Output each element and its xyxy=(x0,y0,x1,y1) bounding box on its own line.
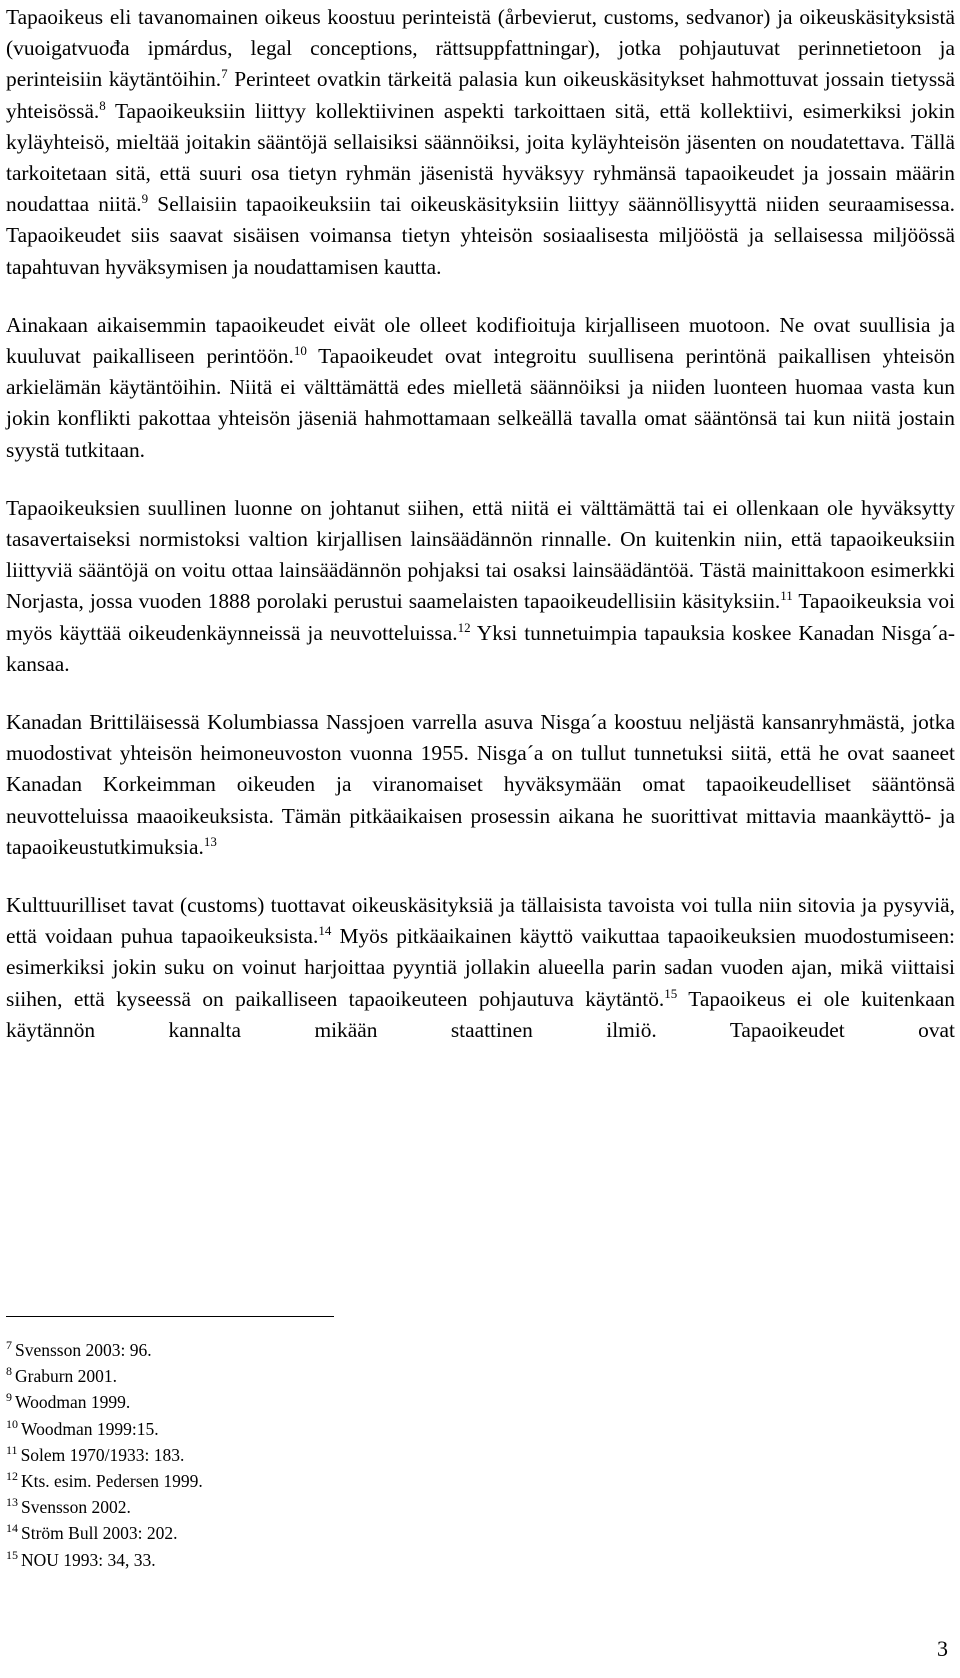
paragraph-text: Yksi tunnetuimpia tapauksia koskee Kanadan Nisga´a-kansaa. xyxy=(6,620,955,676)
footnote-ref[interactable]: 10 xyxy=(293,343,307,359)
footnote xyxy=(6,1468,203,1494)
footnote-text: Svensson 2002. xyxy=(21,1497,131,1518)
footnote-ref[interactable]: 13 xyxy=(203,833,217,849)
footnotes xyxy=(6,1337,203,1573)
footnote-number: 10 xyxy=(6,1416,18,1431)
paragraph-text: Perinteet ovatkin tärkeitä palasia kun oikeuskäsitykset hahmottuvat jossain tietyssä yhteisössä. xyxy=(6,67,955,123)
footnote xyxy=(6,1547,203,1573)
footnote-ref[interactable]: 7 xyxy=(221,66,228,82)
footnote-text: Ström Bull 2003: 202. xyxy=(21,1523,178,1544)
footnote xyxy=(6,1442,203,1468)
footnote-number: 12 xyxy=(6,1469,18,1484)
footnote-text: Graburn 2001. xyxy=(15,1366,118,1387)
paragraph-text: Sellaisiin tapaoikeuksiin tai oikeuskäsityksiin liittyy säännöllisyyttä niiden seuraamisessa. Tapaoikeudet siis saavat sisäisen voimansa tietyn yhteisön sosiaalisesta miljööstä ja sellaisessa miljöössä tapahtuvan hyväksymisen ja noudattamisen kautta. xyxy=(6,192,955,279)
footnote-separator xyxy=(6,1316,334,1317)
footnote xyxy=(6,1389,203,1415)
footnote xyxy=(6,1337,203,1363)
footnote-text: NOU 1993: 34, 33. xyxy=(21,1549,156,1570)
footnote-number: 14 xyxy=(6,1521,18,1536)
footnote xyxy=(6,1494,203,1520)
footnote xyxy=(6,1416,203,1442)
footnote-number: 7 xyxy=(6,1338,12,1352)
footnote-number: 15 xyxy=(6,1547,18,1562)
paragraph-text: Tapaoikeuksia voi myös käyttää oikeudenkäynneissä ja neuvotteluissa. xyxy=(6,589,955,645)
footnote-ref[interactable]: 11 xyxy=(780,588,793,604)
paragraph-text: Kulttuurilliset tavat (customs) tuottavat oikeuskäsityksiä ja tällaisista tavoista voi tulla niin sitovia ja pysyviä, että voidaan puhua tapaoikeuksista. xyxy=(6,893,955,949)
footnote-text: Svensson 2003: 96. xyxy=(15,1340,152,1360)
paragraph-text: Tapaoikeudet ovat integroitu suullisena perintönä paikallisen yhteisön arkielämän käytäntöihin. Niitä ei välttämättä edes mielletä säännöiksi ja niiden luonteen huomaa vasta kun jokin konflikti pakottaa yhteisön jäseniä hahmottamaan selkeällä tavalla omat sääntönsä tai kun niitä jostain syystä tutkitaan. xyxy=(6,344,955,462)
footnote-number: 9 xyxy=(6,1390,12,1405)
paragraph xyxy=(6,707,955,863)
paragraph xyxy=(6,310,955,466)
paragraph-text: Tapaoikeuksiin liittyy kollektiivinen aspekti tarkoittaen sitä, että kollektiivi, esimerkiksi jokin kyläyhteisö, mieltää joitakin sääntöjä sellaisiksi säännöiksi, joita kyläyhteisön jäsenten on noudatettava. Tällä tarkoitetaan sitä, että suuri osa tietyn ryhmän jäsenistä hyväksyy ryhmänsä tapaoikeudet ja jossain määrin noudattaa niitä. xyxy=(6,98,955,217)
paragraph-text: Tapaoikeuksien suullinen luonne on johtanut siihen, että niitä ei välttämättä tai ei ollenkaan ole hyväksytty tasavertaiseksi normistoksi valtion kirjallisen lainsäädännön rinnalle. On kuitenkin niin, että tapaoikeuksiin liittyviä sääntöjä on voitu ottaa lainsäädännön pohjaksi tai osaksi lainsäädäntöä. Tästä mainittakoon esimerkki Norjasta, jossa vuoden 1888 porolaki perustui saamelaisten tapaoikeudellisiin käsityksiin. xyxy=(6,495,955,614)
paragraph xyxy=(6,493,955,680)
paragraph-text: Tapaoikeus eli tavanomainen oikeus koostuu perinteistä (årbevierut, customs, sedvanor) ja oikeuskäsityksistä (vuoigatvuođa ipmárdus, legal conceptions, rättsuppfattningar), jotka pohjautuvat perinnetietoon ja perinteisiin käytäntöihin. xyxy=(6,5,955,92)
paragraph xyxy=(6,2,955,283)
paragraph-text: Myös pitkäaikainen käyttö vaikuttaa tapaoikeuksien muodostumiseen: esimerkiksi jokin suku on voinut harjoittaa pyyntiä jollakin alueella parin sadan vuoden ajan, mikä viittaisi siihen, että kyseessä on paikalliseen tapaoikeuteen pohjautuva käytäntö. xyxy=(6,924,955,1011)
footnote-ref[interactable]: 9 xyxy=(141,191,149,207)
footnote-number: 13 xyxy=(6,1495,18,1510)
footnote-text: Solem 1970/1933: 183. xyxy=(20,1444,185,1465)
footnote-ref[interactable]: 15 xyxy=(664,985,678,1001)
footnote-number: 8 xyxy=(6,1364,12,1379)
paragraph xyxy=(6,890,955,1046)
paragraph-text: Tapaoikeus ei ole kuitenkaan käytännön kannalta mikään staattinen ilmiö. Tapaoikeudet ovat xyxy=(6,986,955,1042)
footnote-ref[interactable]: 12 xyxy=(457,619,471,635)
footnote-text: Woodman 1999:15. xyxy=(21,1418,159,1439)
footnote-ref[interactable]: 14 xyxy=(318,923,332,939)
footnote xyxy=(6,1363,203,1389)
paragraph-text: Kanadan Brittiläisessä Kolumbiassa Nassjoen varrella asuva Nisga´a koostuu neljästä kansanryhmästä, jotka muodostivat yhteisön heimoneuvoston vuonna 1955. Nisga´a on tullut tunnetuksi siitä, että he ovat saaneet Kanadan Korkeimman oikeuden ja viranomaiset hyväksymään omat tapaoikeudelliset sääntönsä neuvotteluissa maaoikeuksista. Tämän pitkäaikaisen prosessin aikana he suorittivat mittavia maankäyttö- ja tapaoikeustutkimuksia. xyxy=(6,710,955,859)
footnote-text: Kts. esim. Pedersen 1999. xyxy=(21,1471,203,1492)
footnote-text: Woodman 1999. xyxy=(15,1392,131,1413)
footnote xyxy=(6,1520,203,1546)
footnote-number: 11 xyxy=(6,1442,18,1457)
body-text xyxy=(6,2,955,1046)
paragraph-text: Ainakaan aikaisemmin tapaoikeudet eivät ole olleet kodifioituja kirjalliseen muotoon. Ne ovat suullisia ja kuuluvat paikalliseen perintöön. xyxy=(6,312,955,369)
page-number: 3 xyxy=(937,1636,948,1661)
footnote-ref[interactable]: 8 xyxy=(99,97,106,113)
